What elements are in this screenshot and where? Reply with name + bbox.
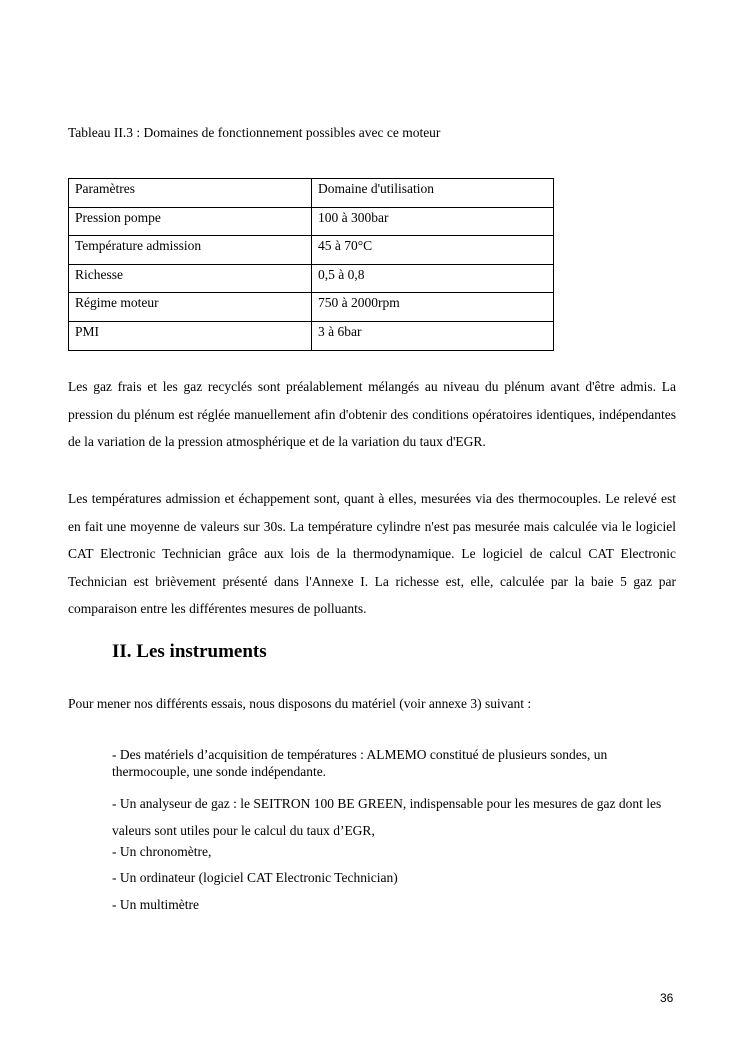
instruments-intro: Pour mener nos différents essais, nous disposons du matériel (voir annexe 3) suivant : — [68, 696, 532, 711]
table-cell-range: 45 à 70°C — [312, 236, 554, 265]
section-heading: II. Les instruments — [112, 641, 267, 662]
list-item: - Un ordinateur (logiciel CAT Electronic Technician) — [112, 870, 398, 885]
paragraph-temperatures: Les températures admission et échappement sont, quant à elles, mesurées via des thermocouples. Le relevé est en fait une moyenne de valeurs sur 30s. La température cylindre n'est pas mesurée mais calculée via le logiciel CAT Electronic Technician grâce aux lois de la thermodynamique. Le logiciel de calcul CAT Electronic Technician est brièvement présenté dans l'Annexe I. La richesse est, elle, calculée par la baie 5 gaz par comparaison entre les différentes mesures de polluants. — [68, 491, 676, 616]
header-cell-domaine: Domaine d'utilisation — [312, 179, 554, 208]
table-cell-range: 0,5 à 0,8 — [312, 264, 554, 293]
table-row — [69, 207, 554, 236]
table-cell-range: 3 à 6bar — [312, 321, 554, 350]
list-item: - Un analyseur de gaz : le SEITRON 100 BE GREEN, indispensable pour les mesures de gaz dont les valeurs sont utiles pour le calcul du taux d’EGR, — [112, 796, 662, 838]
table-cell-range: 750 à 2000rpm — [312, 293, 554, 322]
table-cell-parameter: Température admission — [69, 236, 312, 265]
table-row — [69, 236, 554, 265]
list-item: - Un multimètre — [112, 897, 199, 912]
table-row — [69, 264, 554, 293]
table-row — [69, 293, 554, 322]
table-row — [69, 321, 554, 350]
header-cell-parametres: Paramètres — [69, 179, 312, 208]
list-item: - Un chronomètre, — [112, 844, 212, 859]
table-caption: Tableau II.3 : Domaines de fonctionnement possibles avec ce moteur — [68, 125, 441, 140]
list-item: - Des matériels d’acquisition de températures : ALMEMO constitué de plusieurs sondes, un thermocouple, une sonde indépendante. — [112, 747, 608, 779]
table-cell-parameter: Richesse — [69, 264, 312, 293]
table-cell-range: 100 à 300bar — [312, 207, 554, 236]
operating-ranges-table — [68, 178, 554, 351]
table-cell-parameter: Pression pompe — [69, 207, 312, 236]
paragraph-plenum: Les gaz frais et les gaz recyclés sont préalablement mélangés au niveau du plénum avant d'être admis. La pression du plénum est réglée manuellement afin d'obtenir des conditions opératoires identiques, indépendantes de la variation de la pression atmosphérique et de la variation du taux d'EGR. — [68, 379, 676, 449]
page-number: 36 — [660, 991, 674, 1005]
table-cell-parameter: Régime moteur — [69, 293, 312, 322]
table-cell-parameter: PMI — [69, 321, 312, 350]
table-header-row — [69, 179, 554, 208]
